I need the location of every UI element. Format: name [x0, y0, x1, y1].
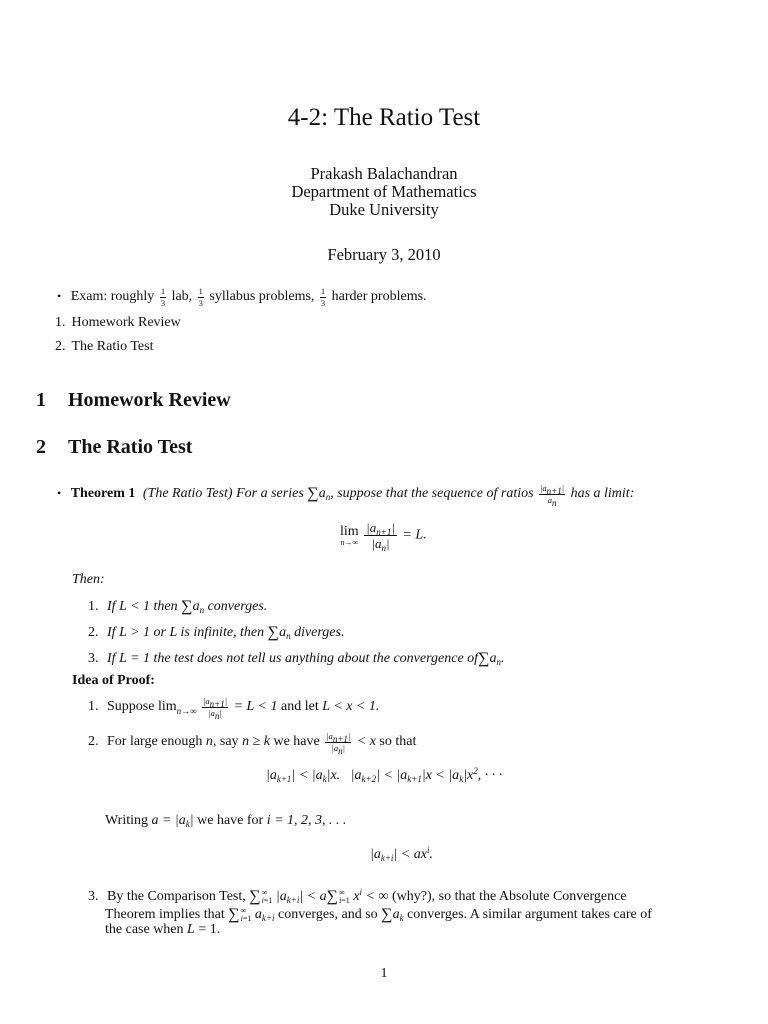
outline-item: 2. The Ratio Test: [55, 339, 154, 354]
proof-step-2: 2. For large enough n, say n ≥ k we have $\frac{|a_{n+1}|}{|a_n|}$ < x so that: [88, 731, 417, 756]
proof-step-3-line-3: the case when L = 1.: [105, 922, 221, 937]
theorem-label: Theorem 1: [70, 486, 136, 502]
theorem-case-1: 1. If L < 1 then $\sum a_n$ converges.: [88, 598, 268, 615]
theorem-case-2: 2. If L > 1 or L is infinite, then $\sum a_n$ diverges.: [88, 624, 345, 641]
proof-step-3-line-1: 3. By the Comparison Test, ∑ ∞ i=1 $|a_{k+i}| < a\sum$ ∞ i=1 $x^i$ < ∞ (why?), so that the Absolute Convergence: [88, 887, 627, 905]
limit-display-equation: lim n→∞ $\frac{|a_{n+1}|}{|a_n|}$ = L.: [340, 520, 427, 553]
theorem-case-3: 3. If L = 1 the test does not tell us anything about the convergence $of\sum a_n$.: [88, 650, 505, 667]
exam-prefix: Exam: roughly: [70, 289, 155, 305]
fraction-one-third: $\frac{1}{3}$: [320, 286, 326, 308]
paper-title: 4-2: The Ratio Test: [287, 104, 481, 131]
exam-bullet-line: [57, 287, 427, 307]
proof-heading: Idea of Proof:: [72, 673, 155, 688]
exam-harder: harder problems.: [331, 289, 427, 305]
section-heading-ratio-test: 2 The Ratio Test: [36, 436, 193, 458]
author-department: Department of Mathematics: [291, 182, 477, 201]
exam-lab: lab,: [171, 289, 193, 305]
outline-item: 1. Homework Review: [55, 315, 181, 330]
fraction-one-third: $\frac{1}{3}$: [198, 286, 203, 308]
page-number: 1: [380, 966, 388, 981]
bullet-icon: •: [57, 486, 62, 501]
proof-display-inequality-chain: $|a_{k+1}| < |a_k|x$. $|a_{k+2}| < |a_{k+1}|x < |a_k|x^2$, · · ·: [266, 766, 503, 784]
paper-date: February 3, 2010: [327, 245, 441, 264]
proof-step-3-line-2: Theorem implies that ∑ ∞ i=1 $a_{k+i}$ converges, and so $\sum a_k$ converges. A similar argument takes care of: [105, 905, 652, 923]
bullet-icon: •: [57, 289, 62, 304]
section-heading-homework-review: 1 Homework Review: [36, 389, 231, 411]
fraction-one-third: $\frac{1}{3}$: [160, 286, 166, 308]
proof-writing-line: Writing $a = |a_k|$ we have for i = 1, 2, 3, . . .: [105, 813, 347, 829]
author-university: Duke University: [329, 200, 439, 219]
theorem-statement: • Theorem 1 (The Ratio Test) For a series $\sum a_n$, suppose that the sequence of ratios $\frac{|a_{n+1}|}{a_n}$ has a limit:: [57, 483, 635, 508]
proof-display-bound: $|a_{k+i}| < ax^i$.: [370, 845, 433, 863]
then-label: Then:: [72, 572, 105, 587]
author-name: Prakash Balachandran: [310, 164, 458, 183]
exam-syllabus: syllabus problems,: [209, 289, 315, 305]
proof-step-1: 1. Suppose $\lim_{n\to\infty}$ $\frac{|a_{n+1}|}{|a_n|}$ = L < 1 and let L < x < 1.: [88, 696, 380, 721]
